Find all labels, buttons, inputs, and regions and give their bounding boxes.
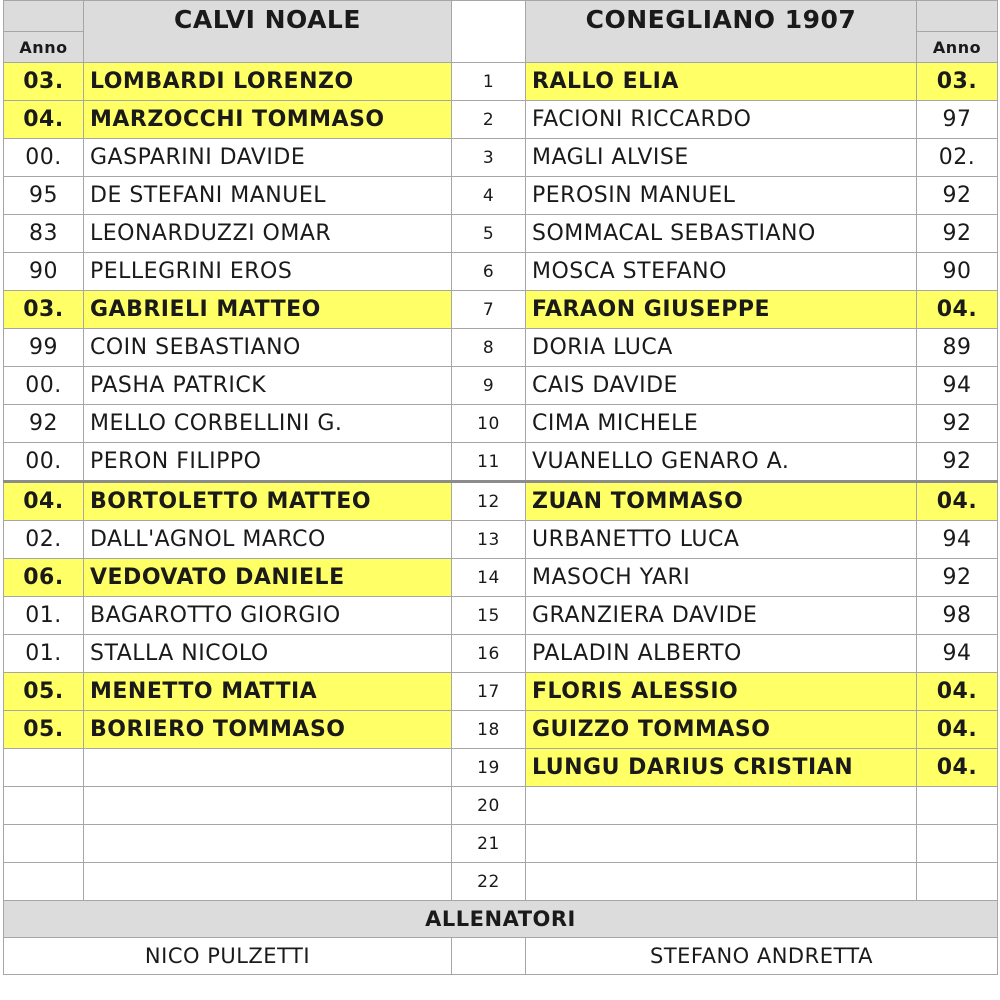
home-player-name: PERON FILIPPO [84,443,452,482]
table-row [4,329,998,367]
table-row [4,443,998,482]
away-player-name: VUANELLO GENARO A. [526,443,917,482]
home-player-year: 03. [4,291,84,329]
table-row [4,559,998,597]
lineup-table [3,0,998,975]
home-player-name: STALLA NICOLO [84,635,452,673]
shirt-number: 1 [452,63,526,101]
home-player-name: BAGAROTTO GIORGIO [84,597,452,635]
shirt-number: 22 [452,863,526,901]
shirt-number: 2 [452,101,526,139]
home-player-year: 00. [4,139,84,177]
away-player-name: DORIA LUCA [526,329,917,367]
table-row [4,101,998,139]
away-player-year [917,787,998,825]
home-player-year: 99 [4,329,84,367]
away-player-name: FARAON GIUSEPPE [526,291,917,329]
table-row [4,521,998,559]
away-player-year: 92 [917,215,998,253]
home-player-year: 83 [4,215,84,253]
away-player-year: 02. [917,139,998,177]
table-row [4,177,998,215]
away-player-year: 94 [917,521,998,559]
away-player-year: 94 [917,635,998,673]
home-team-name: CALVI NOALE [84,1,452,63]
home-player-year [4,787,84,825]
home-player-year: 05. [4,673,84,711]
shirt-number: 11 [452,443,526,482]
home-coach-name: NICO PULZETTI [4,938,452,975]
table-row [4,749,998,787]
away-player-name: LUNGU DARIUS CRISTIAN [526,749,917,787]
away-player-name: CAIS DAVIDE [526,367,917,405]
home-player-name: BORIERO TOMMASO [84,711,452,749]
table-row [4,863,998,901]
coach-spacer [452,938,526,975]
table-row [4,825,998,863]
header-corner-right [917,1,998,32]
header-corner-left [4,1,84,32]
home-player-year: 06. [4,559,84,597]
home-player-name: MELLO CORBELLINI G. [84,405,452,443]
home-player-name: DE STEFANI MANUEL [84,177,452,215]
away-player-year: 92 [917,559,998,597]
away-player-year: 04. [917,482,998,521]
away-player-year: 94 [917,367,998,405]
away-player-name: MASOCH YARI [526,559,917,597]
away-player-name: CIMA MICHELE [526,405,917,443]
home-player-name: COIN SEBASTIANO [84,329,452,367]
table-row [4,482,998,521]
shirt-number: 12 [452,482,526,521]
away-player-year [917,863,998,901]
away-player-year: 03. [917,63,998,101]
home-player-year: 04. [4,482,84,521]
away-player-name [526,787,917,825]
home-player-name [84,825,452,863]
away-player-name: MOSCA STEFANO [526,253,917,291]
home-player-name [84,863,452,901]
table-row [4,405,998,443]
away-player-name: MAGLI ALVISE [526,139,917,177]
away-player-year: 04. [917,291,998,329]
home-player-year: 04. [4,101,84,139]
table-row [4,63,998,101]
away-player-name: GUIZZO TOMMASO [526,711,917,749]
away-player-name: PEROSIN MANUEL [526,177,917,215]
home-player-year: 95 [4,177,84,215]
table-row [4,367,998,405]
shirt-number: 21 [452,825,526,863]
away-player-name: PALADIN ALBERTO [526,635,917,673]
header-row-top [4,1,998,32]
away-coach-name: STEFANO ANDRETTA [526,938,998,975]
home-player-year: 05. [4,711,84,749]
away-player-name: RALLO ELIA [526,63,917,101]
shirt-number: 9 [452,367,526,405]
away-player-year: 98 [917,597,998,635]
away-player-year: 92 [917,405,998,443]
table-row [4,711,998,749]
away-player-year [917,825,998,863]
home-player-year: 03. [4,63,84,101]
coaches-row [4,938,998,975]
shirt-number: 13 [452,521,526,559]
table-row [4,673,998,711]
home-player-name: LEONARDUZZI OMAR [84,215,452,253]
shirt-number: 10 [452,405,526,443]
away-player-year: 89 [917,329,998,367]
away-player-name [526,863,917,901]
shirt-number: 18 [452,711,526,749]
home-player-year: 90 [4,253,84,291]
table-row [4,215,998,253]
home-anno-label: Anno [4,32,84,63]
shirt-number: 16 [452,635,526,673]
coaches-label: ALLENATORI [4,901,998,938]
away-player-year: 92 [917,177,998,215]
home-player-year: 01. [4,635,84,673]
table-row [4,787,998,825]
table-row [4,635,998,673]
home-player-year: 02. [4,521,84,559]
home-player-name: GASPARINI DAVIDE [84,139,452,177]
away-player-name [526,825,917,863]
header-number-blank [452,1,526,63]
home-player-name: MARZOCCHI TOMMASO [84,101,452,139]
shirt-number: 7 [452,291,526,329]
home-player-name: PELLEGRINI EROS [84,253,452,291]
shirt-number: 15 [452,597,526,635]
shirt-number: 17 [452,673,526,711]
shirt-number: 14 [452,559,526,597]
shirt-number: 4 [452,177,526,215]
home-player-name: PASHA PATRICK [84,367,452,405]
home-player-name: LOMBARDI LORENZO [84,63,452,101]
home-player-year: 00. [4,443,84,482]
table-row [4,597,998,635]
away-player-year: 04. [917,711,998,749]
home-player-year: 00. [4,367,84,405]
shirt-number: 3 [452,139,526,177]
shirt-number: 6 [452,253,526,291]
shirt-number: 8 [452,329,526,367]
home-player-year [4,863,84,901]
away-player-year: 04. [917,749,998,787]
home-player-name [84,787,452,825]
home-player-year [4,749,84,787]
home-player-name: VEDOVATO DANIELE [84,559,452,597]
home-player-name: MENETTO MATTIA [84,673,452,711]
away-player-name: FACIONI RICCARDO [526,101,917,139]
away-player-name: URBANETTO LUCA [526,521,917,559]
away-player-name: FLORIS ALESSIO [526,673,917,711]
home-player-name: GABRIELI MATTEO [84,291,452,329]
home-player-year [4,825,84,863]
table-row [4,291,998,329]
away-player-name: ZUAN TOMMASO [526,482,917,521]
away-player-year: 92 [917,443,998,482]
away-player-name: GRANZIERA DAVIDE [526,597,917,635]
home-player-name: DALL'AGNOL MARCO [84,521,452,559]
away-player-year: 97 [917,101,998,139]
home-player-year: 01. [4,597,84,635]
coaches-header-row [4,901,998,938]
away-team-name: CONEGLIANO 1907 [526,1,917,63]
home-player-name: BORTOLETTO MATTEO [84,482,452,521]
home-player-year: 92 [4,405,84,443]
shirt-number: 5 [452,215,526,253]
away-anno-label: Anno [917,32,998,63]
away-player-year: 04. [917,673,998,711]
shirt-number: 20 [452,787,526,825]
table-row [4,253,998,291]
home-player-name [84,749,452,787]
away-player-year: 90 [917,253,998,291]
shirt-number: 19 [452,749,526,787]
table-row [4,139,998,177]
away-player-name: SOMMACAL SEBASTIANO [526,215,917,253]
